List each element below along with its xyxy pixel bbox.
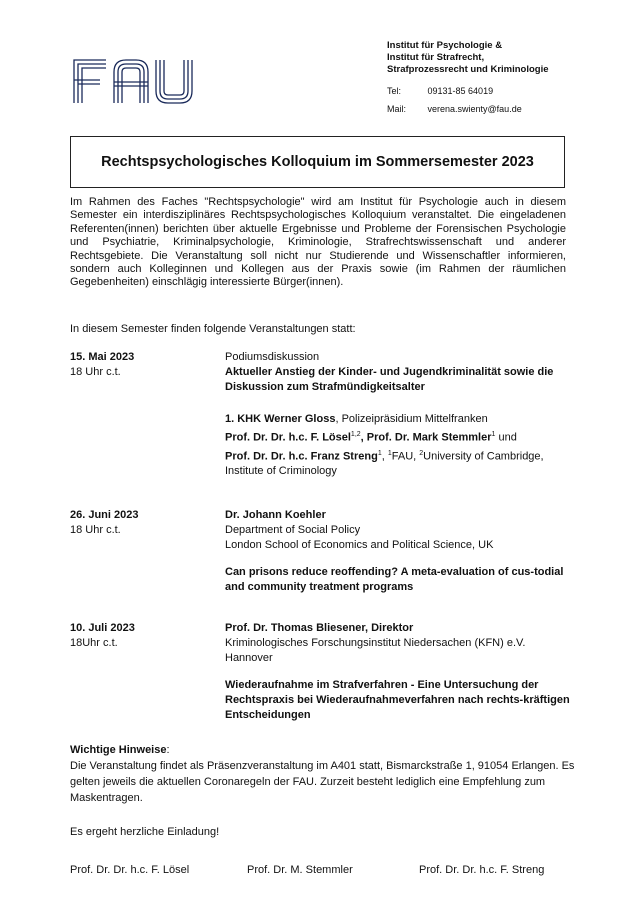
event-1-datetime [70, 350, 220, 380]
event-3-time: 18Uhr c.t. [70, 637, 118, 649]
footnote-mark: 1 [491, 431, 496, 438]
event-1-time: 18 Uhr c.t. [70, 366, 121, 378]
event-2-details [225, 508, 570, 595]
notes-colon: : [166, 744, 170, 756]
event-2-affiliation-2: London School of Economics and Political Science, UK [225, 539, 494, 551]
event-2-time: 18 Uhr c.t. [70, 524, 121, 536]
signature-streng: Prof. Dr. Dr. h.c. F. Streng [419, 864, 545, 876]
event-2-affiliation-1: Department of Social Policy [225, 524, 361, 536]
institute-line-3: Strafprozessrecht und Kriminologie [387, 64, 549, 75]
speaker-streng: Prof. Dr. Dr. h.c. Franz Streng [225, 450, 378, 463]
event-1-speaker-1 [225, 412, 570, 427]
fau-logo [72, 58, 194, 104]
notes-section [70, 742, 580, 840]
separator: , [360, 431, 367, 444]
institute-line-2: Institut für Strafrecht, [387, 52, 485, 63]
institute-block [387, 40, 549, 76]
conjunction: und [495, 431, 517, 444]
event-3-affiliation-1: Kriminologisches Forschungsinstitut Niedersachen (KFN) e.V. [225, 637, 526, 649]
notes-text: Die Veranstaltung findet als Präsenzveranstaltung im A401 statt, Bismarckstraße 1, 91054 Erlangen. Es gelten jeweils die aktuellen Coronaregeln der FAU. Zurzeit besteht lediglich eine Empfehlung zum Maskentragen. [70, 760, 575, 804]
page-title: Rechtspsychologisches Kolloquium im Sommersemester 2023 [70, 136, 565, 188]
event-1-speakers [225, 427, 570, 479]
speaker-gloss: 1. KHK Werner Gloss [225, 413, 336, 425]
institute-line-1: Institut für Psychologie & [387, 40, 503, 51]
tel-label: Tel: [387, 86, 402, 96]
signature-loesel: Prof. Dr. Dr. h.c. F. Lösel [70, 864, 190, 876]
event-3-date: 10. Juli 2023 [70, 622, 135, 634]
speaker-loesel: Prof. Dr. Dr. h.c. F. Lösel [225, 431, 351, 444]
event-1-date: 15. Mai 2023 [70, 351, 135, 363]
event-2-date: 26. Juni 2023 [70, 509, 139, 521]
affiliation-fau: FAU, [391, 450, 420, 463]
event-3-datetime [70, 621, 220, 651]
mail-row [387, 104, 522, 114]
footnote-mark: 2 [419, 449, 424, 457]
signature-stemmler: Prof. Dr. M. Stemmler [247, 864, 353, 876]
event-1-format: Podiumsdiskussion [225, 351, 320, 363]
mail-label: Mail: [387, 104, 407, 114]
event-3-affiliation-2: Hannover [225, 652, 273, 664]
event-1-details [225, 350, 570, 479]
footnote-mark: 1,2 [350, 431, 361, 438]
event-3-topic: Wiederaufnahme im Strafverfahren - Eine Untersuchung der Rechtspraxis bei Wiederaufnahmeverfahren nach rechts-kräftigen Entscheidungen [225, 679, 570, 721]
tel-value: 09131-85 64019 [427, 86, 494, 96]
speaker-gloss-affiliation: , Polizeipräsidium Mittelfranken [335, 413, 488, 425]
tel-row [387, 86, 493, 96]
notes-heading-row [70, 742, 580, 758]
event-1-topic: Aktueller Anstieg der Kinder- und Jugendkriminalität sowie die Diskussion zum Strafmündigkeitsalter [225, 366, 554, 393]
speaker-stemmler: Prof. Dr. Mark Stemmler [366, 431, 492, 444]
event-3-details [225, 621, 570, 723]
events-intro: In diesem Semester finden folgende Veranstaltungen statt: [70, 323, 356, 335]
footnote-mark: 1 [387, 449, 392, 457]
event-2-topic: Can prisons reduce reoffending? A meta-evaluation of cus-todial and community treatment programs [225, 566, 564, 593]
event-2-speaker: Dr. Johann Koehler [225, 509, 326, 521]
notes-heading: Wichtige Hinweise [70, 744, 167, 756]
intro-paragraph: Im Rahmen des Faches "Rechtspsychologie" wird am Institut für Psychologie auch in diesem Semester ein interdisziplinäres Rechtspsychologisches Kolloquium veranstaltet. Die eingeladenen Referenten(innen) berichten über aktuelle Ergebnisse und Probleme der Forensischen Psychologie und Psychiatrie, Kriminalpsychologie, Kriminologie, Strafrechtswissenschaft und anderer Rechtsgebiete. Die Veranstaltung soll nicht nur Studierende und Wissenschaftler informieren, sondern auch Kolleginnen und Kollegen aus der Praxis sowie (im Rahmen der räumlichen Gegebenheiten) einschlägig interessierte Bürger(innen). [70, 196, 566, 289]
invitation: Es ergeht herzliche Einladung! [70, 826, 220, 838]
footnote-mark: 1 [377, 449, 382, 457]
mail-value[interactable]: verena.swienty@fau.de [427, 104, 522, 114]
affiliation-cambridge: University of Cambridge, Institute of Criminology [225, 450, 544, 478]
separator: , [381, 450, 388, 463]
event-3-speaker: Prof. Dr. Thomas Bliesener, Direktor [225, 622, 414, 634]
event-2-datetime [70, 508, 220, 538]
